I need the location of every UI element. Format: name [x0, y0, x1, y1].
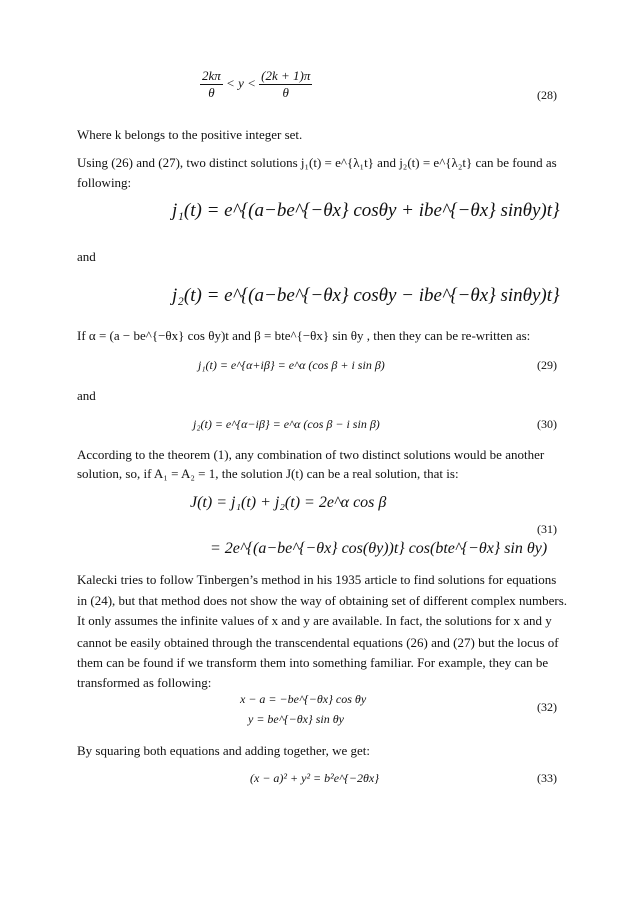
paragraph-kalecki-line5: them can be found if we transform them into something familiar. For example, they can be [77, 655, 549, 670]
equation-number-28: (28) [537, 88, 557, 102]
fraction-right-numerator: (2k + 1)π [261, 68, 311, 83]
paragraph-kalecki-line1: Kalecki tries to follow Tinbergen’s method in his 1935 article to find solutions for equations [77, 572, 557, 587]
equation-28 [200, 68, 312, 101]
equation-32-line2: y = be^{−θx} sin θy [248, 712, 344, 726]
paragraph-two-solutions-text: Using (26) and (27), two distinct solutions j₁(t) = e^{λ₁t} and j₂(t) = e^{λ₂t} can be found as [77, 155, 557, 170]
equation-number-33: (33) [537, 771, 557, 785]
paragraph-kalecki-line3: It only assumes the infinite values of x and y are available. In fact, the solutions for x and y [77, 613, 552, 628]
paragraph-theorem-line2: solution, so, if A₁ = A₂ = 1, the solution J(t) can be a real solution, that is: [77, 466, 459, 481]
paragraph-squaring: By squaring both equations and adding together, we get: [77, 743, 371, 758]
equation-number-32: (32) [537, 700, 557, 714]
equation-j2: j₂(t) = e^{(a−be^{−θx} cosθy − ibe^{−θx} sinθy)t} [172, 285, 560, 306]
word-and-1: and [77, 249, 96, 264]
equation-number-31: (31) [537, 522, 557, 536]
fraction-right-denominator: θ [282, 85, 289, 100]
paragraph-alpha-beta: If α = (a − be^{−θx} cos θy)t and β = bte^{−θx} sin θy , then they can be re-written as: [77, 328, 531, 343]
paragraph-theorem-line1: According to the theorem (1), any combination of two distinct solutions would be another [77, 447, 545, 462]
inequality-middle: < y < [222, 75, 260, 91]
equation-number-30: (30) [537, 417, 557, 431]
fraction-left [200, 68, 223, 101]
equation-30: j₂(t) = e^{α−iβ} = e^α (cos β − i sin β) [193, 417, 380, 431]
fraction-right [259, 68, 312, 101]
fraction-left-numerator: 2kπ [202, 68, 221, 83]
fraction-left-denominator: θ [208, 85, 215, 100]
equation-32-line1: x − a = −be^{−θx} cos θy [240, 692, 367, 706]
paragraph-two-solutions-line1 [77, 154, 557, 172]
paragraph-kalecki-line2: in (24), but that method does not show the way of obtaining set of different complex numbers. [77, 593, 568, 608]
equation-number-29: (29) [537, 358, 557, 372]
equation-31-line2: = 2e^{(a−be^{−θx} cos(θy))t} cos(bte^{−θx} sin θy) [210, 540, 548, 557]
paragraph-kalecki-line4: cannot be easily obtained through the transcendental equations (26) and (27) but the locus of [77, 635, 559, 650]
equation-31-line1: J(t) = j₁(t) + j₂(t) = 2e^α cos β [190, 494, 387, 511]
equation-29: j₁(t) = e^{α+iβ} = e^α (cos β + i sin β) [198, 358, 385, 372]
word-and-2: and [77, 388, 96, 403]
paragraph-where-k: Where k belongs to the positive integer set. [77, 127, 303, 142]
paragraph-two-solutions-line2: following: [77, 175, 132, 190]
paragraph-kalecki-line6: transformed as following: [77, 675, 212, 690]
equation-j1: j₁(t) = e^{(a−be^{−θx} cosθy + ibe^{−θx} sinθy)t} [172, 200, 560, 221]
equation-33: (x − a)² + y² = b²e^{−2θx} [250, 771, 380, 785]
